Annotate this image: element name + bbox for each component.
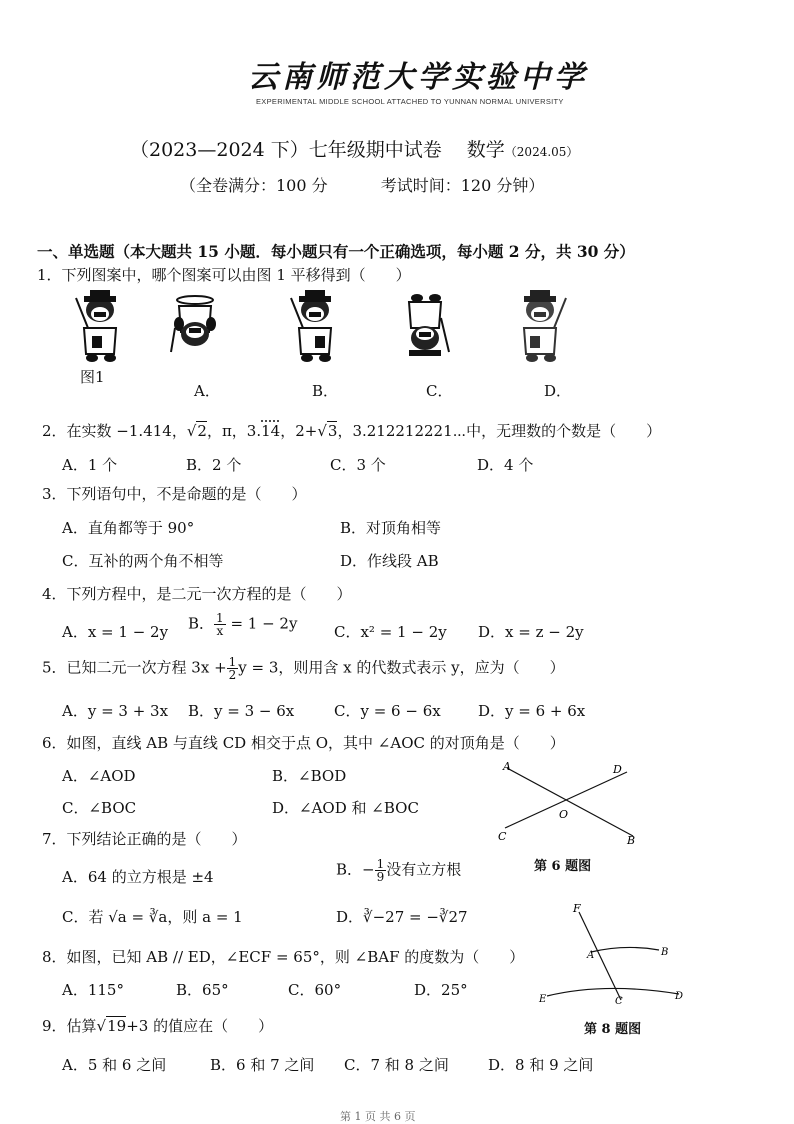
figure-1-label: 图1	[80, 368, 105, 386]
q6-option-a[interactable]: A．∠AOD	[62, 767, 136, 785]
q5-option-a[interactable]: A．y = 3 + 3x	[62, 702, 169, 720]
label-a: A	[503, 760, 511, 773]
cartoon-option-d	[524, 290, 566, 362]
label-a: A	[587, 950, 595, 961]
q8-option-b[interactable]: B．65°	[176, 981, 229, 999]
q2-option-d[interactable]: D．4 个	[477, 456, 534, 474]
page-footer: 第 1 页 共 6 页	[340, 1110, 416, 1123]
sqrt-two: 2	[197, 422, 207, 440]
q4-option-c[interactable]: C．x² = 1 − 2y	[334, 623, 447, 641]
q3-option-d[interactable]: D．作线段 AB	[340, 552, 439, 570]
repeating-decimal: 14	[261, 422, 281, 440]
line-fc	[579, 912, 621, 1000]
figure-6-diagram	[495, 758, 645, 848]
exam-title: （2023—2024 下）七年级期中试卷 数学（2024.05）	[130, 139, 579, 161]
q2-option-c[interactable]: C．3 个	[330, 456, 386, 474]
option-a-label: A．	[194, 382, 220, 400]
section-heading: 一、单选题（本大题共 15 小题．每小题只有一个正确选项，每小题 2 分，共 30 分）	[37, 242, 635, 261]
q4-option-d[interactable]: D．x = z − 2y	[478, 623, 584, 641]
line-ab	[591, 947, 659, 952]
q9-option-c[interactable]: C．7 和 8 之间	[344, 1056, 449, 1074]
question-1-stem: 1．下列图案中，哪个图案可以由图 1 平移得到（ ）	[37, 266, 411, 284]
question-8-stem: 8．如图，已知 AB // ED，∠ECF = 65°，则 ∠BAF 的度数为（ ）	[42, 948, 525, 966]
label-d: D	[613, 763, 622, 776]
q7-option-d[interactable]: D．∛−27 = −∛27	[336, 908, 468, 926]
label-c: C	[498, 830, 507, 843]
question-6-stem: 6．如图，直线 AB 与直线 CD 相交于点 O，其中 ∠AOC 的对顶角是（ ）	[42, 734, 565, 752]
option-b-label: B．	[312, 382, 339, 400]
q7-option-c[interactable]: C．若 √a = ∛a，则 a = 1	[62, 908, 243, 926]
sqrt-nineteen: 19	[107, 1017, 127, 1035]
q9-option-d[interactable]: D．8 和 9 之间	[488, 1056, 594, 1074]
label-b: B	[661, 947, 669, 958]
q3-option-b[interactable]: B．对顶角相等	[340, 519, 442, 537]
school-logo: 云南师范大学实验中学	[248, 60, 588, 95]
q8-option-a[interactable]: A．115°	[62, 981, 124, 999]
label-c: C	[615, 996, 623, 1007]
question-1-figures	[55, 288, 595, 368]
q7-option-b[interactable]: B．− $\frac{1}{9}$ 没有立方根	[336, 857, 462, 884]
option-c-label: C．	[426, 382, 453, 400]
cartoon-option-a	[171, 296, 216, 352]
q3-option-c[interactable]: C．互补的两个角不相等	[62, 552, 224, 570]
q8-option-c[interactable]: C．60°	[288, 981, 342, 999]
q5-option-c[interactable]: C．y = 6 − 6x	[334, 702, 441, 720]
exam-info: （全卷满分：100 分 考试时间：120 分钟）	[180, 176, 545, 195]
question-4-stem: 4．下列方程中，是二元一次方程的是（ ）	[42, 585, 352, 603]
question-3-stem: 3．下列语句中，不是命题的是（ ）	[42, 485, 307, 503]
q5-fraction: $\frac{1}{2}$	[228, 655, 237, 682]
q9-option-b[interactable]: B．6 和 7 之间	[210, 1056, 315, 1074]
exam-date: （2024.05）	[504, 145, 579, 159]
figure-8-diagram	[535, 900, 695, 1010]
q6-option-c[interactable]: C．∠BOC	[62, 799, 137, 817]
q9-option-a[interactable]: A．5 和 6 之间	[62, 1056, 167, 1074]
q4-option-a[interactable]: A．x = 1 − 2y	[62, 623, 169, 641]
q2-option-a[interactable]: A．1 个	[62, 456, 118, 474]
q2-option-b[interactable]: B．2 个	[186, 456, 242, 474]
cartoon-figure-1	[76, 290, 116, 362]
q6-option-d[interactable]: D．∠AOD 和 ∠BOC	[272, 799, 419, 817]
school-logo-english: EXPERIMENTAL MIDDLE SCHOOL ATTACHED TO YUNNAN NORMAL UNIVERSITY	[256, 97, 564, 106]
label-o: O	[559, 808, 569, 821]
q8-option-d[interactable]: D．25°	[414, 981, 468, 999]
label-e: E	[539, 994, 547, 1005]
option-d-label: D．	[544, 382, 572, 400]
q7-fraction: $\frac{1}{9}$	[376, 857, 385, 884]
question-5-stem: 5．已知二元一次方程 3x + $\frac{1}{2}$ y = 3，则用含 x 的代数式表示 y，应为（ ）	[42, 655, 565, 682]
q5-option-b[interactable]: B．y = 3 − 6x	[188, 702, 295, 720]
q6-option-b[interactable]: B．∠BOD	[272, 767, 347, 785]
cartoon-option-c	[409, 294, 449, 356]
q7-option-a[interactable]: A．64 的立方根是 ±4	[62, 868, 214, 886]
cartoon-option-b	[291, 290, 331, 362]
question-2-stem: 2．在实数 −1.414，√2，π，3.14，2+√3，3.212212221⋯中，无理数的个数是（ ）	[42, 422, 662, 440]
q4-fraction: $\frac{1}{x}$	[216, 611, 224, 638]
question-9-stem: 9．估算√19+3 的值应在（ ）	[42, 1017, 274, 1035]
line-ed	[547, 988, 679, 996]
q5-option-d[interactable]: D．y = 6 + 6x	[478, 702, 586, 720]
figure-8-caption: 第 8 题图	[584, 1022, 642, 1037]
q4-option-b[interactable]: B． $\frac{1}{x}$ = 1 − 2y	[188, 611, 298, 638]
label-d: D	[675, 991, 684, 1002]
q3-option-a[interactable]: A．直角都等于 90°	[62, 519, 195, 537]
question-7-stem: 7．下列结论正确的是（ ）	[42, 830, 247, 848]
figure-6-caption: 第 6 题图	[534, 859, 592, 874]
label-b: B	[627, 834, 636, 847]
label-f: F	[573, 902, 581, 915]
sqrt-three: 3	[327, 422, 338, 440]
